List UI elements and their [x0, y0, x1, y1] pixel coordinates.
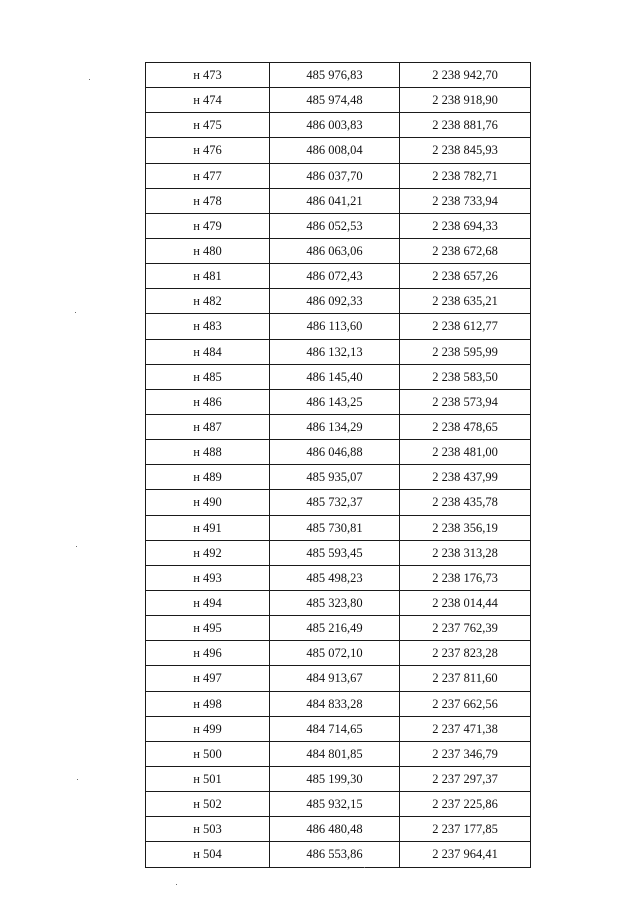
table-row [146, 440, 531, 465]
table-row [146, 188, 531, 213]
x-coordinate-cell: 486 072,43 [270, 264, 400, 289]
y-coordinate-cell: 2 238 014,44 [400, 590, 531, 615]
y-coordinate-cell: 2 238 612,77 [400, 314, 531, 339]
x-coordinate-cell: 486 063,06 [270, 238, 400, 263]
coordinates-table [145, 62, 531, 868]
x-coordinate-cell: 486 041,21 [270, 188, 400, 213]
point-number-cell: н 473 [146, 63, 270, 88]
y-coordinate-cell: 2 237 177,85 [400, 817, 531, 842]
y-coordinate-cell: 2 238 478,65 [400, 414, 531, 439]
x-coordinate-cell: 486 134,29 [270, 414, 400, 439]
scan-speck [89, 79, 90, 80]
x-coordinate-cell: 485 498,23 [270, 565, 400, 590]
x-coordinate-cell: 486 037,70 [270, 163, 400, 188]
x-coordinate-cell: 485 593,45 [270, 540, 400, 565]
table-row [146, 792, 531, 817]
point-number-cell: н 487 [146, 414, 270, 439]
point-number-cell: н 479 [146, 213, 270, 238]
x-coordinate-cell: 485 976,83 [270, 63, 400, 88]
y-coordinate-cell: 2 237 811,60 [400, 666, 531, 691]
point-number-cell: н 483 [146, 314, 270, 339]
y-coordinate-cell: 2 237 471,38 [400, 716, 531, 741]
table-row [146, 364, 531, 389]
x-coordinate-cell: 485 974,48 [270, 88, 400, 113]
y-coordinate-cell: 2 238 583,50 [400, 364, 531, 389]
y-coordinate-cell: 2 238 176,73 [400, 565, 531, 590]
y-coordinate-cell: 2 238 313,28 [400, 540, 531, 565]
x-coordinate-cell: 485 732,37 [270, 490, 400, 515]
y-coordinate-cell: 2 238 481,00 [400, 440, 531, 465]
scan-speck [76, 546, 77, 547]
y-coordinate-cell: 2 237 762,39 [400, 616, 531, 641]
y-coordinate-cell: 2 237 297,37 [400, 766, 531, 791]
x-coordinate-cell: 486 143,25 [270, 389, 400, 414]
table-row [146, 716, 531, 741]
point-number-cell: н 494 [146, 590, 270, 615]
x-coordinate-cell: 486 553,86 [270, 842, 400, 867]
table-row [146, 590, 531, 615]
y-coordinate-cell: 2 238 782,71 [400, 163, 531, 188]
point-number-cell: н 499 [146, 716, 270, 741]
x-coordinate-cell: 484 714,65 [270, 716, 400, 741]
y-coordinate-cell: 2 238 356,19 [400, 515, 531, 540]
y-coordinate-cell: 2 237 823,28 [400, 641, 531, 666]
table-row [146, 766, 531, 791]
x-coordinate-cell: 485 323,80 [270, 590, 400, 615]
point-number-cell: н 489 [146, 465, 270, 490]
table-row [146, 213, 531, 238]
y-coordinate-cell: 2 238 733,94 [400, 188, 531, 213]
table-row [146, 414, 531, 439]
x-coordinate-cell: 486 052,53 [270, 213, 400, 238]
point-number-cell: н 474 [146, 88, 270, 113]
y-coordinate-cell: 2 238 672,68 [400, 238, 531, 263]
x-coordinate-cell: 486 003,83 [270, 113, 400, 138]
x-coordinate-cell: 486 046,88 [270, 440, 400, 465]
point-number-cell: н 490 [146, 490, 270, 515]
x-coordinate-cell: 486 480,48 [270, 817, 400, 842]
table-row [146, 88, 531, 113]
point-number-cell: н 492 [146, 540, 270, 565]
table-row [146, 490, 531, 515]
table-row [146, 289, 531, 314]
point-number-cell: н 475 [146, 113, 270, 138]
y-coordinate-cell: 2 238 918,90 [400, 88, 531, 113]
x-coordinate-cell: 485 216,49 [270, 616, 400, 641]
point-number-cell: н 498 [146, 691, 270, 716]
point-number-cell: н 503 [146, 817, 270, 842]
point-number-cell: н 482 [146, 289, 270, 314]
y-coordinate-cell: 2 238 635,21 [400, 289, 531, 314]
y-coordinate-cell: 2 238 573,94 [400, 389, 531, 414]
table-row [146, 741, 531, 766]
y-coordinate-cell: 2 238 437,99 [400, 465, 531, 490]
point-number-cell: н 495 [146, 616, 270, 641]
coordinates-table-body [146, 63, 531, 868]
point-number-cell: н 480 [146, 238, 270, 263]
y-coordinate-cell: 2 238 942,70 [400, 63, 531, 88]
x-coordinate-cell: 486 008,04 [270, 138, 400, 163]
x-coordinate-cell: 485 199,30 [270, 766, 400, 791]
table-row [146, 163, 531, 188]
point-number-cell: н 476 [146, 138, 270, 163]
scan-speck [75, 312, 76, 313]
table-row [146, 641, 531, 666]
point-number-cell: н 500 [146, 741, 270, 766]
point-number-cell: н 493 [146, 565, 270, 590]
y-coordinate-cell: 2 238 845,93 [400, 138, 531, 163]
x-coordinate-cell: 484 913,67 [270, 666, 400, 691]
y-coordinate-cell: 2 238 694,33 [400, 213, 531, 238]
point-number-cell: н 504 [146, 842, 270, 867]
point-number-cell: н 484 [146, 339, 270, 364]
table-row [146, 842, 531, 867]
x-coordinate-cell: 485 072,10 [270, 641, 400, 666]
x-coordinate-cell: 486 132,13 [270, 339, 400, 364]
scan-speck [364, 867, 365, 868]
scan-speck [176, 884, 177, 885]
y-coordinate-cell: 2 238 435,78 [400, 490, 531, 515]
table-row [146, 565, 531, 590]
table-row [146, 314, 531, 339]
point-number-cell: н 501 [146, 766, 270, 791]
table-row [146, 264, 531, 289]
table-row [146, 817, 531, 842]
point-number-cell: н 478 [146, 188, 270, 213]
y-coordinate-cell: 2 238 881,76 [400, 113, 531, 138]
point-number-cell: н 497 [146, 666, 270, 691]
point-number-cell: н 491 [146, 515, 270, 540]
y-coordinate-cell: 2 237 225,86 [400, 792, 531, 817]
table-row [146, 238, 531, 263]
table-row [146, 138, 531, 163]
table-row [146, 515, 531, 540]
x-coordinate-cell: 486 113,60 [270, 314, 400, 339]
point-number-cell: н 485 [146, 364, 270, 389]
table-row [146, 540, 531, 565]
point-number-cell: н 502 [146, 792, 270, 817]
y-coordinate-cell: 2 238 657,26 [400, 264, 531, 289]
table-row [146, 63, 531, 88]
point-number-cell: н 481 [146, 264, 270, 289]
y-coordinate-cell: 2 237 964,41 [400, 842, 531, 867]
table-row [146, 691, 531, 716]
point-number-cell: н 488 [146, 440, 270, 465]
y-coordinate-cell: 2 238 595,99 [400, 339, 531, 364]
x-coordinate-cell: 484 833,28 [270, 691, 400, 716]
point-number-cell: н 486 [146, 389, 270, 414]
table-row [146, 389, 531, 414]
x-coordinate-cell: 486 145,40 [270, 364, 400, 389]
scan-speck [77, 779, 78, 780]
table-row [146, 339, 531, 364]
table-row [146, 616, 531, 641]
point-number-cell: н 496 [146, 641, 270, 666]
x-coordinate-cell: 485 932,15 [270, 792, 400, 817]
x-coordinate-cell: 485 935,07 [270, 465, 400, 490]
x-coordinate-cell: 484 801,85 [270, 741, 400, 766]
x-coordinate-cell: 485 730,81 [270, 515, 400, 540]
table-row [146, 666, 531, 691]
x-coordinate-cell: 486 092,33 [270, 289, 400, 314]
point-number-cell: н 477 [146, 163, 270, 188]
table-row [146, 113, 531, 138]
table-row [146, 465, 531, 490]
y-coordinate-cell: 2 237 346,79 [400, 741, 531, 766]
y-coordinate-cell: 2 237 662,56 [400, 691, 531, 716]
